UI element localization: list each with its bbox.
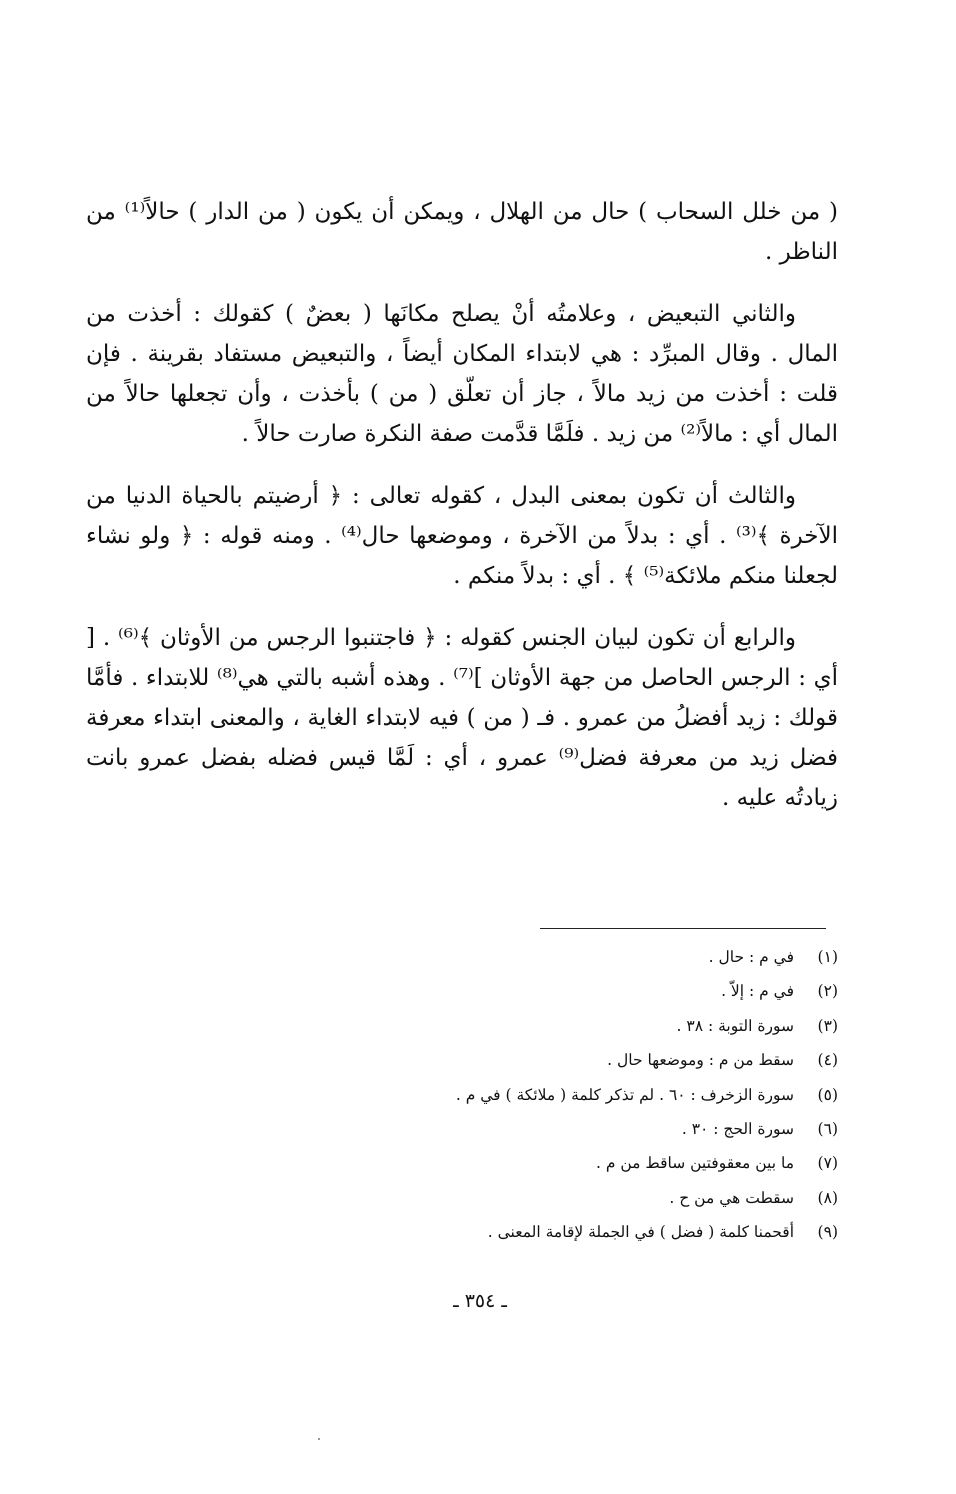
footnote-9 [300,1215,838,1249]
footnote-text: سقطت هي من ح . [669,1188,794,1207]
footnote-text: في م : إلاّ . [721,982,794,1001]
footnote-number: (٩) [817,1223,838,1242]
footnote-separator [540,928,826,929]
footnote-2 [300,974,838,1008]
footnote-number: (٤) [817,1051,838,1070]
footnotes [300,940,838,1250]
footnote-number: (١) [817,948,838,966]
footnote-number: (٢) [817,982,838,1001]
footnote-text: ما بين معقوفتين ساقط من م . [595,1154,794,1173]
footnote-text: سقط من م : وموضعها حال . [607,1051,794,1070]
page-number: ـ ٣٥٤ ـ [453,1290,507,1312]
paragraph-1: ( من خلل السحاب ) حال من الهلال ، ويمكن أن يكون ( من الدار ) حالاً⁽¹⁾ من الناظر . [86,199,838,265]
footnote-number: (٨) [817,1188,838,1207]
paragraph-4: والرابع أن تكون لبيان الجنس كقوله : ﴿ فاجتنبوا الرجس من الأوثان ﴾⁽⁶⁾ . [ أي : الرجس الحاصل من جهة الأوثان ]⁽⁷⁾ . وهذه أشبه بالتي هي⁽⁸⁾ للابتداء . فأمَّا قولك : زيد أفضلُ من عمرو . فـ ( من ) فيه لابتداء الغاية ، والمعنى ابتداء معرفة فضل زيد من معرفة فضل⁽⁹⁾ عمرو ، أي : لَمَّا قيس فضله بفضل عمرو بانت زيادتُه عليه . [86,625,838,811]
footnote-number: (٣) [817,1016,838,1035]
footnote-4 [300,1043,838,1077]
footnote-number: (٥) [817,1085,838,1104]
footnote-7 [300,1146,838,1180]
footnote-text: أقحمنا كلمة ( فضل ) في الجملة لإقامة المعنى . [487,1223,794,1242]
footnote-text: في م : حال . [708,948,794,966]
footnote-number: (٦) [817,1119,838,1138]
footnote-3 [300,1009,838,1043]
paragraph-2: والثاني التبعيض ، وعلامتُه أنْ يصلح مكانَها ( بعضٌ ) كقولك : أخذت من المال . وقال المبرِّد : هي لابتداء المكان أيضاً ، والتبعيض مستفاد بقرينة . فإن قلت : أخذت من زيد مالاً ، جاز أن تعلّق ( من ) بأخذت ، وأن تجعلها حالاً من المال أي : مالاً⁽²⁾ من زيد . فلَمَّا قدَّمت صفة النكرة صارت حالاً . [86,301,838,447]
main-text [86,192,838,840]
footnote-5 [300,1078,838,1112]
footnote-text: سورة الحج : ٣٠ . [681,1119,794,1138]
footnote-text: سورة الزخرف : ٦٠ . لم تذكر كلمة ( ملائكة ) في م . [455,1085,794,1104]
paragraph-3: والثالث أن تكون بمعنى البدل ، كقوله تعالى : ﴿ أرضيتم بالحياة الدنيا من الآخرة ﴾⁽³⁾ . أي : بدلاً من الآخرة ، وموضعها حال⁽⁴⁾ . ومنه قوله : ﴿ ولو نشاء لجعلنا منكم ملائكة⁽⁵⁾ ﴾ . أي : بدلاً منكم . [86,483,839,589]
footnote-6 [300,1112,838,1146]
footnote-text: سورة التوبة : ٣٨ . [676,1016,794,1035]
scan-speck [318,1438,320,1440]
footnote-1 [300,940,838,974]
footnote-8 [300,1181,838,1215]
footnote-number: (٧) [817,1154,838,1173]
